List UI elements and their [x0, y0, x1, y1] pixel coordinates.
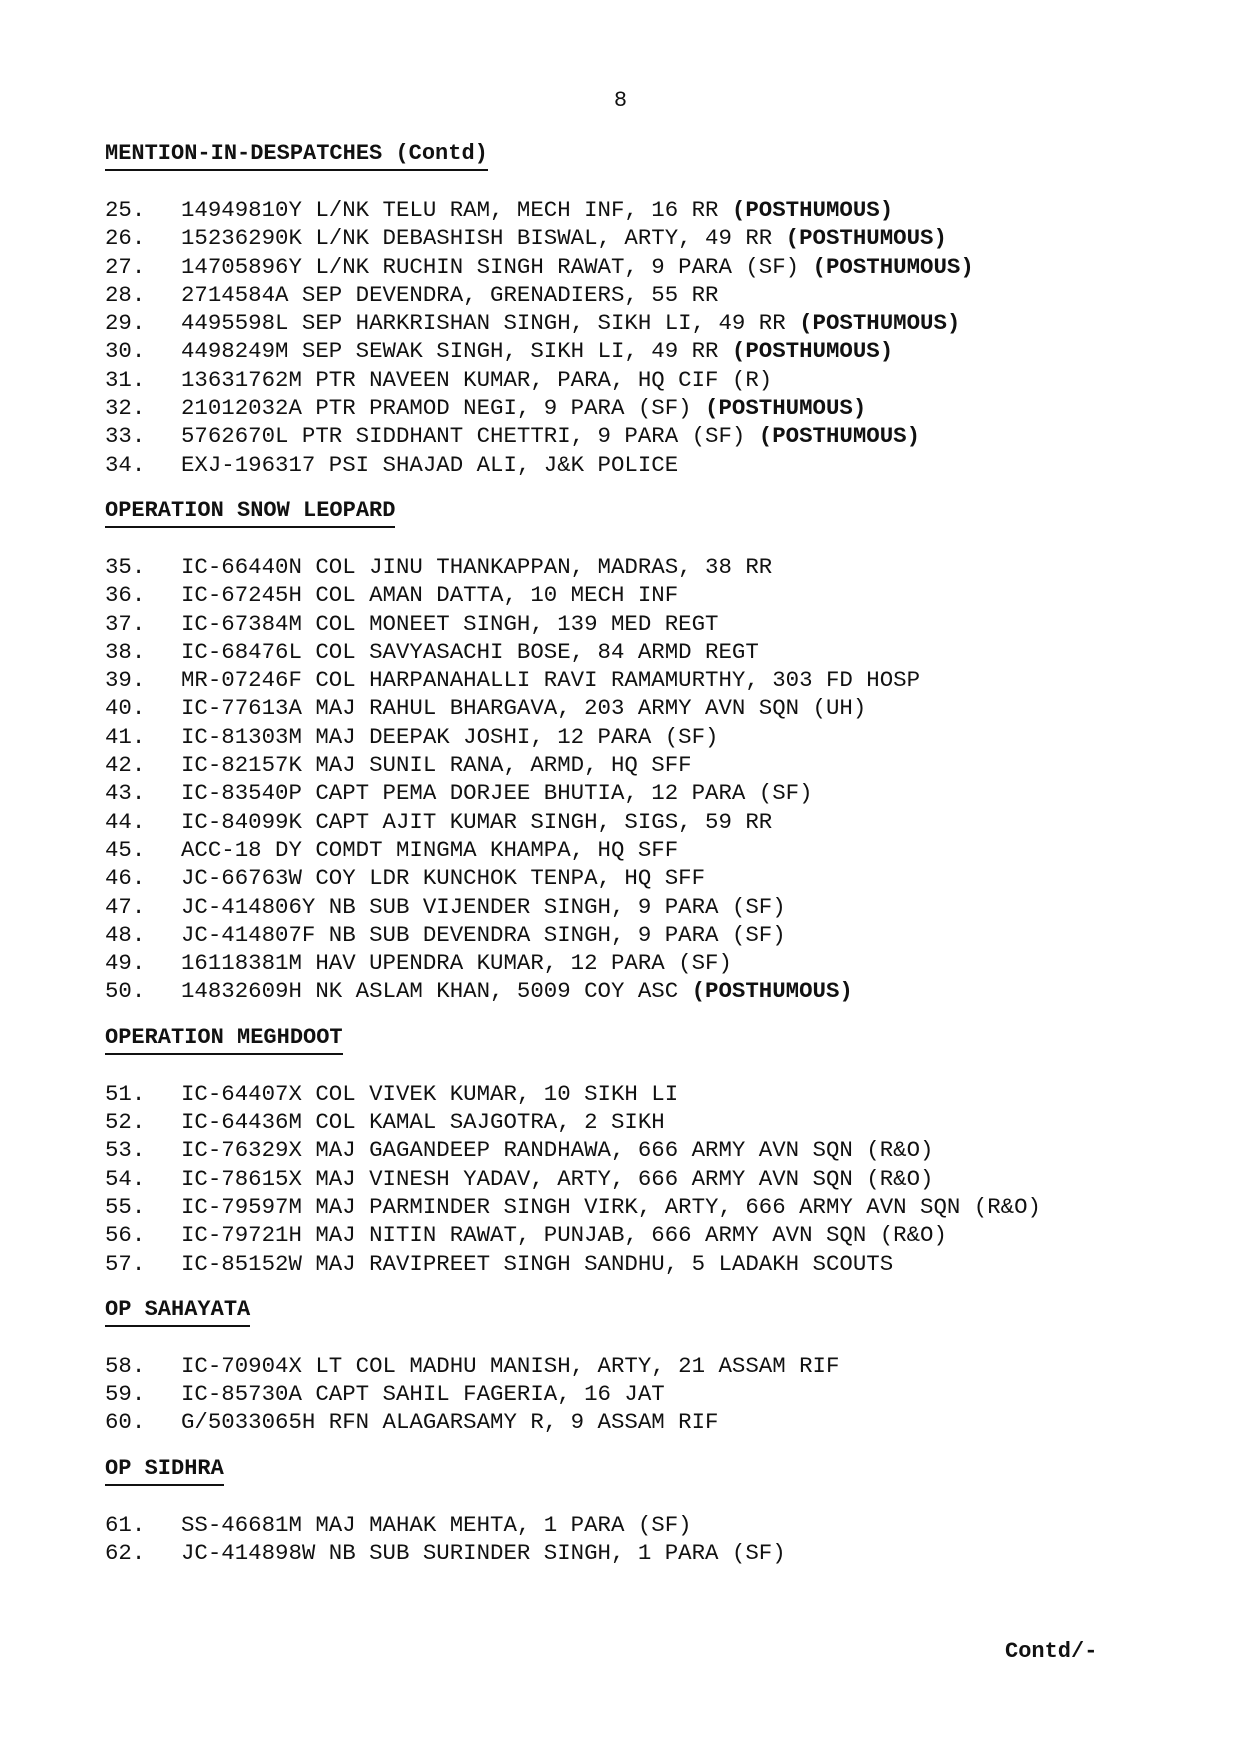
entry-number: 48. — [105, 921, 146, 948]
entry-number: 45. — [105, 836, 146, 863]
entry-text: ACC-18 DY COMDT MINGMA KHAMPA, HQ SFF — [181, 836, 679, 863]
entry-text: JC-414806Y NB SUB VIJENDER SINGH, 9 PARA (SF) — [181, 893, 786, 920]
entry-number: 42. — [105, 752, 146, 779]
entry-text: IC-67384M COL MONEET SINGH, 139 MED REGT — [181, 610, 719, 637]
list-item — [105, 1108, 1215, 1136]
entry-number: 38. — [105, 638, 146, 665]
list-item — [105, 422, 1215, 450]
list-item — [105, 921, 1215, 949]
entry-text: IC-67245H COL AMAN DATTA, 10 MECH INF — [181, 582, 679, 609]
entry-text: IC-79597M MAJ PARMINDER SINGH VIRK, ARTY, 666 ARMY AVN SQN (R&O) — [181, 1193, 1041, 1220]
section — [105, 1024, 1215, 1278]
entry-text: JC-414898W NB SUB SURINDER SINGH, 1 PARA (SF) — [181, 1539, 786, 1566]
entry-text: IC-68476L COL SAVYASACHI BOSE, 84 ARMD REGT — [181, 638, 759, 665]
entry-list — [105, 1352, 1215, 1437]
list-item — [105, 1408, 1215, 1436]
entry-list — [105, 1080, 1215, 1278]
entry-text: IC-85730A CAPT SAHIL FAGERIA, 16 JAT — [181, 1381, 665, 1408]
list-item — [105, 893, 1215, 921]
list-item — [105, 553, 1215, 581]
entry-number: 35. — [105, 553, 146, 580]
posthumous-tag: (POSTHUMOUS) — [731, 197, 894, 223]
list-item — [105, 281, 1215, 309]
entry-number: 56. — [105, 1222, 146, 1249]
list-item — [105, 1352, 1215, 1380]
list-item — [105, 723, 1215, 751]
entry-text: 4495598L SEP HARKRISHAN SINGH, SIKH LI, 49 RR — [181, 310, 786, 337]
list-item — [105, 451, 1215, 479]
section-title: OPERATION SNOW LEOPARD — [105, 497, 395, 528]
list-item — [105, 366, 1215, 394]
entry-number: 25. — [105, 197, 146, 223]
list-item — [105, 1193, 1215, 1221]
entry-number: 32. — [105, 395, 146, 422]
section — [105, 1296, 1215, 1437]
list-item — [105, 1165, 1215, 1193]
list-item — [105, 949, 1215, 977]
entry-text: 5762670L PTR SIDDHANT CHETTRI, 9 PARA (SF) — [181, 423, 746, 450]
entry-number: 27. — [105, 253, 146, 280]
entry-text: IC-77613A MAJ RAHUL BHARGAVA, 203 ARMY AVN SQN (UH) — [181, 695, 867, 722]
page-number: 8 — [613, 88, 628, 113]
list-item — [105, 1250, 1215, 1278]
entry-text: 4498249M SEP SEWAK SINGH, SIKH LI, 49 RR — [181, 338, 719, 365]
entry-text: MR-07246F COL HARPANAHALLI RAVI RAMAMURTHY, 303 FD HOSP — [181, 667, 921, 694]
section-title: OP SAHAYATA — [105, 1296, 250, 1327]
section-title: MENTION-IN-DESPATCHES (Contd) — [105, 140, 488, 171]
entry-number: 49. — [105, 950, 146, 977]
list-item — [105, 694, 1215, 722]
entry-text: 2714584A SEP DEVENDRA, GRENADIERS, 55 RR — [181, 281, 719, 308]
entry-text: 16118381M HAV UPENDRA KUMAR, 12 PARA (SF) — [181, 950, 732, 977]
entry-text: 14949810Y L/NK TELU RAM, MECH INF, 16 RR — [181, 197, 719, 223]
entry-number: 40. — [105, 695, 146, 722]
list-item — [105, 196, 1215, 224]
entry-text: IC-84099K CAPT AJIT KUMAR SINGH, SIGS, 59 RR — [181, 808, 773, 835]
entry-number: 30. — [105, 338, 146, 365]
list-item — [105, 1221, 1215, 1249]
list-item — [105, 864, 1215, 892]
list-item — [105, 666, 1215, 694]
entry-number: 39. — [105, 667, 146, 694]
entry-text: IC-64407X COL VIVEK KUMAR, 10 SIKH LI — [181, 1080, 679, 1107]
entry-number: 43. — [105, 780, 146, 807]
entry-text: IC-78615X MAJ VINESH YADAV, ARTY, 666 ARMY AVN SQN (R&O) — [181, 1165, 934, 1192]
list-item — [105, 224, 1215, 252]
entry-text: IC-79721H MAJ NITIN RAWAT, PUNJAB, 666 ARMY AVN SQN (R&O) — [181, 1222, 947, 1249]
entry-number: 52. — [105, 1109, 146, 1136]
entry-text: EXJ-196317 PSI SHAJAD ALI, J&K POLICE — [181, 451, 679, 478]
entry-text: 14832609H NK ASLAM KHAN, 5009 COY ASC — [181, 978, 679, 1005]
entry-number: 34. — [105, 451, 146, 478]
list-item — [105, 751, 1215, 779]
entry-number: 46. — [105, 865, 146, 892]
entry-number: 59. — [105, 1381, 146, 1408]
entry-text: IC-76329X MAJ GAGANDEEP RANDHAWA, 666 ARMY AVN SQN (R&O) — [181, 1137, 934, 1164]
entry-text: G/5033065H RFN ALAGARSAMY R, 9 ASSAM RIF — [181, 1409, 719, 1436]
posthumous-tag: (POSTHUMOUS) — [785, 225, 947, 252]
continued-marker: Contd/- — [1005, 1639, 1098, 1664]
list-item — [105, 836, 1215, 864]
posthumous-tag: (POSTHUMOUS) — [691, 978, 853, 1005]
entry-number: 62. — [105, 1539, 146, 1566]
section — [105, 140, 1215, 479]
entry-number: 36. — [105, 582, 146, 609]
posthumous-tag: (POSTHUMOUS) — [812, 253, 974, 280]
entry-text: JC-414807F NB SUB DEVENDRA SINGH, 9 PARA (SF) — [181, 921, 786, 948]
posthumous-tag: (POSTHUMOUS) — [705, 395, 867, 422]
entry-text: IC-85152W MAJ RAVIPREET SINGH SANDHU, 5 LADAKH SCOUTS — [181, 1250, 894, 1277]
entry-number: 44. — [105, 808, 146, 835]
document-body — [105, 140, 1215, 1585]
list-item — [105, 253, 1215, 281]
list-item — [105, 1380, 1215, 1408]
list-item — [105, 779, 1215, 807]
entry-number: 33. — [105, 423, 146, 450]
entry-text: IC-66440N COL JINU THANKAPPAN, MADRAS, 38 RR — [181, 553, 773, 580]
entry-text: JC-66763W COY LDR KUNCHOK TENPA, HQ SFF — [181, 865, 706, 892]
entry-number: 53. — [105, 1137, 146, 1164]
entry-number: 60. — [105, 1409, 146, 1436]
entry-list — [105, 553, 1215, 1006]
entry-number: 50. — [105, 978, 146, 1005]
entry-text: 21012032A PTR PRAMOD NEGI, 9 PARA (SF) — [181, 395, 692, 422]
list-item — [105, 1511, 1215, 1539]
list-item — [105, 581, 1215, 609]
entry-text: 13631762M PTR NAVEEN KUMAR, PARA, HQ CIF (R) — [181, 366, 773, 393]
entry-number: 58. — [105, 1352, 146, 1379]
section — [105, 497, 1215, 1006]
entry-text: SS-46681M MAJ MAHAK MEHTA, 1 PARA (SF) — [181, 1511, 692, 1538]
list-item — [105, 1136, 1215, 1164]
entry-text: 14705896Y L/NK RUCHIN SINGH RAWAT, 9 PARA (SF) — [181, 253, 800, 280]
entry-number: 54. — [105, 1165, 146, 1192]
list-item — [105, 309, 1215, 337]
list-item — [105, 610, 1215, 638]
entry-number: 51. — [105, 1080, 146, 1107]
entry-list — [105, 1511, 1215, 1568]
entry-number: 37. — [105, 610, 146, 637]
list-item — [105, 1080, 1215, 1108]
list-item — [105, 808, 1215, 836]
entry-number: 31. — [105, 366, 146, 393]
list-item — [105, 977, 1215, 1005]
section — [105, 1455, 1215, 1568]
entry-number: 61. — [105, 1511, 146, 1538]
posthumous-tag: (POSTHUMOUS) — [799, 310, 961, 337]
section-title: OP SIDHRA — [105, 1455, 224, 1486]
list-item — [105, 1539, 1215, 1567]
entry-text: IC-81303M MAJ DEEPAK JOSHI, 12 PARA (SF) — [181, 723, 719, 750]
entry-text: IC-82157K MAJ SUNIL RANA, ARMD, HQ SFF — [181, 752, 692, 779]
entry-list — [105, 196, 1215, 479]
entry-number: 41. — [105, 723, 146, 750]
posthumous-tag: (POSTHUMOUS) — [731, 338, 894, 365]
entry-text: IC-70904X LT COL MADHU MANISH, ARTY, 21 ASSAM RIF — [181, 1352, 840, 1379]
entry-text: IC-64436M COL KAMAL SAJGOTRA, 2 SIKH — [181, 1109, 665, 1136]
posthumous-tag: (POSTHUMOUS) — [758, 423, 921, 450]
entry-number: 57. — [105, 1250, 146, 1277]
entry-number: 28. — [105, 281, 146, 308]
list-item — [105, 337, 1215, 365]
entry-text: IC-83540P CAPT PEMA DORJEE BHUTIA, 12 PARA (SF) — [181, 780, 813, 807]
section-title: OPERATION MEGHDOOT — [105, 1024, 343, 1055]
entry-number: 47. — [105, 893, 146, 920]
entry-number: 55. — [105, 1193, 146, 1220]
entry-number: 29. — [105, 310, 146, 337]
list-item — [105, 394, 1215, 422]
list-item — [105, 638, 1215, 666]
entry-number: 26. — [105, 225, 146, 252]
entry-text: 15236290K L/NK DEBASHISH BISWAL, ARTY, 49 RR — [181, 225, 773, 252]
